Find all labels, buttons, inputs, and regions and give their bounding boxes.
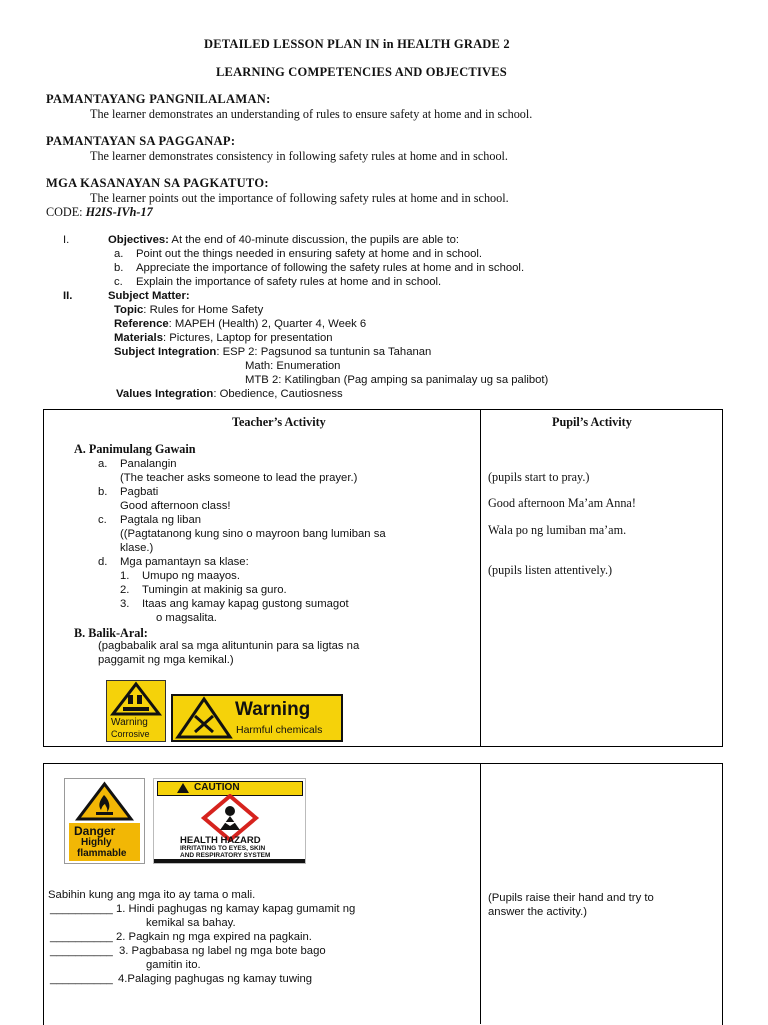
section-b-heading: B. Balik-Aral: [74,626,148,640]
danger-sign-line-2: Highly [81,837,112,848]
question-3-blank: __________ [50,945,113,957]
caution-line-1: HEALTH HAZARD [180,835,261,846]
section-b-line-1: (pagbabalik aral sa mga alituntunin para sa ligtas na [98,640,360,652]
danger-sign-line-1: Danger [74,824,116,838]
item-c-line-1: ((Pagtatanong kung sino o mayroon bang lumiban sa [120,528,386,540]
objectives-number: I. [63,234,70,246]
subject-label: Subject Matter: [108,290,190,302]
item-a-line: (The teacher asks someone to lead the prayer.) [120,472,358,484]
warning-harmful-sign [171,694,343,742]
harmful-sign-line-2: Harmful chemicals [236,724,323,736]
section-text-1: The learner demonstrates an understanding of rules to ensure safety at home and in school. [90,107,533,121]
item-b-line: Good afternoon class! [120,500,231,512]
question-3: 3. Pagbabasa ng label ng mga bote bago [119,945,326,957]
rule-1: Umupo ng maayos. [142,570,240,582]
objective-letter-a: a. [114,248,124,260]
caution-header: CAUTION [194,782,240,793]
item-d-title: Mga pamantayn sa klase: [120,556,249,568]
item-c-title: Pagtala ng liban [120,514,202,526]
teacher-activity-header: Teacher’s Activity [232,415,326,429]
section-heading-2: PAMANTAYAN SA PAGGANAP: [46,134,236,148]
integration-value-3: MTB 2: Katilingban (Pag amping sa panimalay ug sa palibot) [245,374,549,386]
values-value: : Obedience, Cautiosness [213,388,343,400]
danger-flammable-sign [64,778,145,864]
danger-label-box [69,823,140,861]
pupil-activity-header: Pupil’s Activity [552,415,632,429]
topic-label: Topic [114,304,144,316]
topic-line [114,304,263,316]
question-2: 2. Pagkain ng mga expired na pagkain. [116,931,312,943]
corrosive-sign-line-2: Corrosive [111,729,150,739]
danger-sign-line-3: flammable [77,848,127,859]
values-label: Values Integration [116,388,214,400]
rule-2: Tumingin at makinig sa guro. [142,584,287,596]
reference-value: : MAPEH (Health) 2, Quarter 4, Week 6 [168,318,367,330]
topic-value: : Rules for Home Safety [143,304,264,316]
table-1-divider [480,409,481,746]
table-2-divider [480,763,481,1024]
rule-3: Itaas ang kamay kapag gustong sumagot [142,598,349,610]
question-4-blank: __________ [50,973,113,985]
question-1: 1. Hindi paghugas ng kamay kapag gumamit ng [116,903,356,915]
section-text-3: The learner points out the importance of following safety rules at home and in school. [90,191,509,205]
pupil-response-2: Good afternoon Ma’am Anna! [488,496,636,510]
code-line [46,205,153,220]
integration-value-2: Math: Enumeration [245,360,341,372]
section-heading-3: MGA KASANAYAN SA PAGKATUTO: [46,176,269,190]
objective-a: Point out the things needed in ensuring safety at home and in school. [136,248,483,260]
materials-label: Materials [114,332,163,344]
item-a-letter: a. [98,458,108,470]
question-4: 4.Palaging paghugas ng kamay tuwing [118,973,313,985]
question-1-blank: __________ [50,903,113,915]
corrosive-sign-line-1: Warning [111,717,148,728]
page-title: DETAILED LESSON PLAN IN in HEALTH GRADE 2 [204,37,510,51]
harmful-sign-line-1: Warning [235,699,311,720]
section-b-line-2: paggamit ng mga kemikal.) [98,654,234,666]
item-c-line-2: klase.) [120,542,154,554]
integration-line [114,346,431,358]
objectives-intro: At the end of 40-minute discussion, the pupils are able to: [171,234,460,246]
pupil-activity-line-1: (Pupils raise their hand and try to [488,892,654,904]
values-line [116,388,343,400]
section-a-heading: A. Panimulang Gawain [74,442,196,456]
item-a-title: Panalangin [120,458,177,470]
item-d-letter: d. [98,556,108,568]
caution-line-2: IRRITATING TO EYES, SKIN [180,845,266,852]
reference-line [114,318,366,330]
flame-hazard-icon [65,779,144,823]
materials-line [114,332,333,344]
item-b-letter: b. [98,486,108,498]
objectives-line [108,234,459,246]
subject-number: II. [63,290,73,302]
objective-c: Explain the importance of safety rules at home and in school. [136,276,442,288]
item-b-title: Pagbati [120,486,159,498]
section-heading-1: PAMANTAYANG PANGNILALAMAN: [46,92,271,106]
caution-line-3: AND RESPIRATORY SYSTEM [180,852,271,859]
rule-2-number: 2. [120,584,130,596]
code-label: CODE: [46,205,83,219]
activity-instruction: Sabihin kung ang mga ito ay tama o mali. [48,889,256,901]
materials-value: : Pictures, Laptop for presentation [162,332,333,344]
objective-letter-c: c. [114,276,123,288]
integration-label: Subject Integration [114,346,217,358]
item-c-letter: c. [98,514,107,526]
question-2-blank: __________ [50,931,113,943]
caution-footer-bar [154,859,305,863]
pupil-response-4: (pupils listen attentively.) [488,563,613,577]
objectives-label: Objectives: [108,234,169,246]
warning-corrosive-sign [106,680,166,742]
rule-3-continuation: o magsalita. [156,612,217,624]
code-value: H2IS-IVh-17 [85,205,153,219]
pupil-response-3: Wala po ng lumiban ma’am. [488,523,627,537]
section-text-2: The learner demonstrates consistency in following safety rules at home and in school. [90,149,508,163]
rule-1-number: 1. [120,570,130,582]
page-subtitle: LEARNING COMPETENCIES AND OBJECTIVES [216,65,507,79]
pupil-response-1: (pupils start to pray.) [488,470,590,484]
caution-triangle-icon [176,782,190,794]
question-1-continuation: kemikal sa bahay. [146,917,236,929]
pupil-activity-line-2: answer the activity.) [488,906,587,918]
question-3-continuation: gamitin ito. [146,959,201,971]
corrosive-hazard-icon [107,681,165,717]
integration-value-1: : ESP 2: Pagsunod sa tuntunin sa Tahanan [216,346,432,358]
reference-label: Reference [114,318,169,330]
rule-3-number: 3. [120,598,130,610]
objective-b: Appreciate the importance of following the safety rules at home and in school. [136,262,525,274]
harmful-hazard-icon [175,696,233,740]
caution-health-hazard-sign [153,778,306,864]
objective-letter-b: b. [114,262,124,274]
